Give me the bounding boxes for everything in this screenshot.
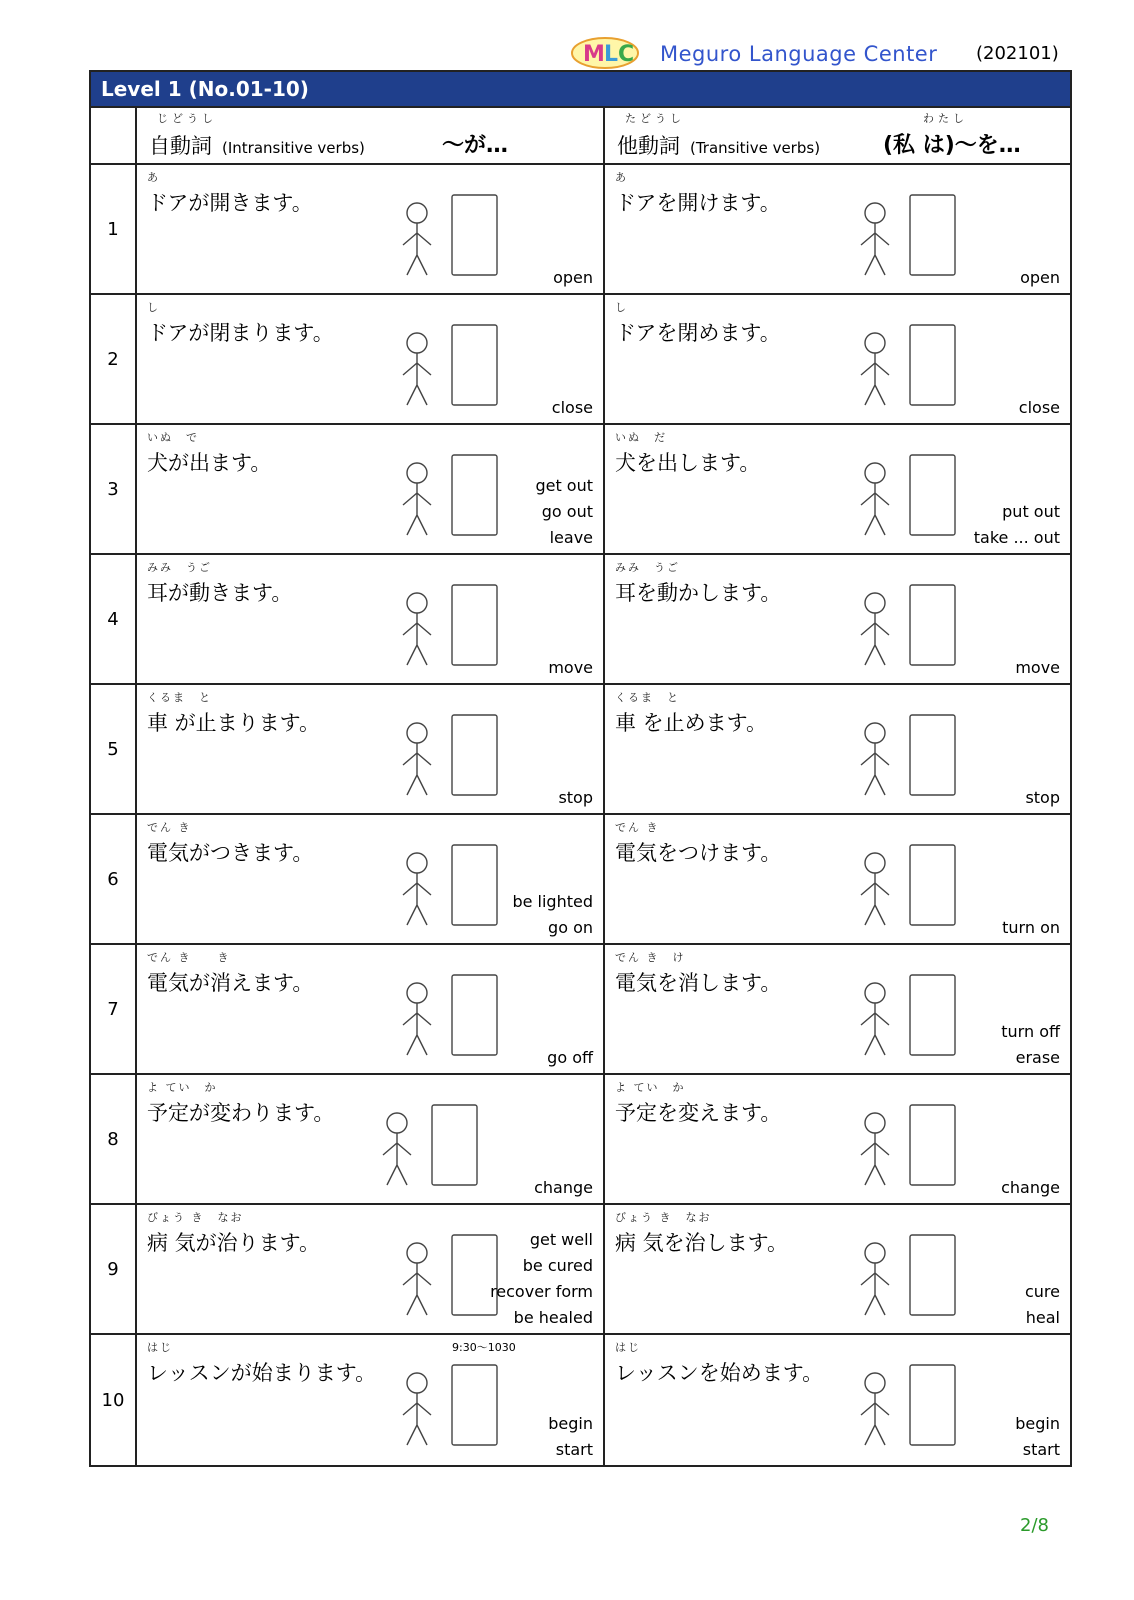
- row-number: 7: [91, 945, 137, 1073]
- intransitive-cell: [137, 815, 605, 943]
- example-sentence: 車 を止めます。: [615, 711, 767, 735]
- gloss-line: start: [1022, 1440, 1060, 1459]
- intransitive-cell: [137, 295, 605, 423]
- transitive-cell: [605, 1335, 1070, 1465]
- english-gloss: [558, 785, 593, 811]
- page-header: [570, 32, 1070, 72]
- example-sentence: 車 が止まります。: [147, 711, 320, 735]
- woman-ear-moving-illustration: [357, 565, 517, 680]
- furigana: はじ: [147, 1341, 173, 1354]
- lamp-turning-on-illustration: [357, 825, 517, 940]
- person-closing-door-illustration: [815, 305, 975, 420]
- row-number: 1: [91, 165, 137, 293]
- level-title: Level 1 (No.01-10): [91, 72, 1070, 108]
- intransitive-cell: [137, 945, 605, 1073]
- table-row: [91, 295, 1070, 425]
- column-header-row: [91, 108, 1070, 165]
- furigana: くるま と: [147, 691, 212, 704]
- intransitive-cell: [137, 685, 605, 813]
- intransitive-pattern: ～が…: [442, 133, 509, 158]
- intransitive-cell: [137, 165, 605, 293]
- automatic-door-closing-illustration: [357, 305, 517, 420]
- example-sentence: 耳を動かします。: [615, 581, 782, 605]
- gloss-line: stop: [558, 788, 593, 807]
- intransitive-cell: [137, 1075, 605, 1203]
- svg-text:L: L: [604, 42, 619, 67]
- english-gloss: [1015, 1411, 1060, 1463]
- gloss-line: move: [1015, 658, 1060, 677]
- table-row: [91, 1335, 1070, 1465]
- person-taking-dog-out-illustration: [815, 435, 975, 550]
- example-sentence: 予定を変えます。: [615, 1101, 782, 1125]
- furigana: し: [147, 301, 160, 314]
- english-gloss: [974, 499, 1060, 551]
- calendar-changing-illustration: [337, 1085, 497, 1200]
- transitive-cell: [605, 425, 1070, 553]
- furigana: はじ: [615, 1341, 641, 1354]
- example-sentence: 病 気が治ります。: [147, 1231, 320, 1255]
- english-gloss: [1025, 785, 1060, 811]
- english-gloss: [1015, 655, 1060, 681]
- cars-stopping-at-light-illustration: [357, 695, 517, 810]
- english-gloss: [553, 265, 593, 291]
- transitive-cell: [605, 165, 1070, 293]
- transitive-cell: [605, 1075, 1070, 1203]
- example-sentence: 電気を消します。: [615, 971, 782, 995]
- english-gloss: [1019, 395, 1060, 421]
- table-row: [91, 815, 1070, 945]
- furigana: くるま と: [615, 691, 680, 704]
- transitive-header: [605, 108, 1070, 163]
- person-moving-ear-illustration: [815, 565, 975, 680]
- intransitive-cell: [137, 1335, 605, 1465]
- english-gloss: [552, 395, 593, 421]
- transitive-furigana: たどうし: [625, 112, 685, 125]
- table-row: [91, 945, 1070, 1075]
- driver-stopping-car-illustration: [815, 695, 975, 810]
- lesson-beginning-illustration: [357, 1345, 517, 1460]
- intransitive-cell: [137, 425, 605, 553]
- furigana: よ てい か: [615, 1081, 686, 1094]
- english-gloss: [548, 655, 593, 681]
- example-sentence: 電気をつけます。: [615, 841, 782, 865]
- english-gloss: [490, 1227, 593, 1331]
- furigana: びょう き なお: [147, 1211, 244, 1224]
- page-number: 2/8: [1020, 1515, 1049, 1536]
- gloss-line: begin: [548, 1414, 593, 1433]
- example-sentence: レッスンが始まります。: [147, 1361, 377, 1385]
- furigana: びょう き なお: [615, 1211, 712, 1224]
- english-gloss: [535, 473, 593, 551]
- transitive-cell: [605, 295, 1070, 423]
- gloss-line: turn on: [1002, 918, 1060, 937]
- english-gloss: [534, 1175, 593, 1201]
- furigana: し: [615, 301, 628, 314]
- intransitive-header: [137, 108, 605, 163]
- table-row: [91, 1205, 1070, 1335]
- row-number: 4: [91, 555, 137, 683]
- gloss-line: be cured: [522, 1256, 593, 1275]
- mlc-logo: [570, 36, 640, 70]
- gloss-line: stop: [1025, 788, 1060, 807]
- english-gloss: [547, 1045, 593, 1071]
- transitive-cell: [605, 815, 1070, 943]
- dog-leaving-doghouse-illustration: [357, 435, 517, 550]
- gloss-line: go off: [547, 1048, 593, 1067]
- gloss-line: be lighted: [512, 892, 593, 911]
- gloss-line: heal: [1025, 1308, 1060, 1327]
- furigana: いぬ だ: [615, 431, 667, 444]
- gloss-line: move: [548, 658, 593, 677]
- furigana: あ: [615, 171, 628, 184]
- english-gloss: [1020, 265, 1060, 291]
- row-number: 5: [91, 685, 137, 813]
- gloss-line: close: [1018, 398, 1060, 417]
- row-number: 6: [91, 815, 137, 943]
- example-sentence: ドアが開きます。: [147, 191, 313, 215]
- gloss-line: change: [1001, 1178, 1060, 1197]
- example-sentence: 病 気を治します。: [615, 1231, 788, 1255]
- transitive-cell: [605, 555, 1070, 683]
- automatic-door-opening-illustration: [357, 175, 517, 290]
- gloss-line: get well: [529, 1230, 593, 1249]
- gloss-line: start: [555, 1440, 593, 1459]
- table-row: [91, 1075, 1070, 1205]
- row-number: 2: [91, 295, 137, 423]
- english-gloss: [1025, 1279, 1060, 1331]
- english-gloss: [1002, 915, 1060, 941]
- gloss-line: recover form: [490, 1282, 593, 1301]
- illustration-caption: 9:30～1030: [452, 1341, 516, 1354]
- row-number: 8: [91, 1075, 137, 1203]
- example-sentence: 電気がつきます。: [147, 841, 314, 865]
- document-code: (202101): [976, 43, 1059, 64]
- center-name: Meguro Language Center: [660, 42, 938, 66]
- row-number: 3: [91, 425, 137, 553]
- english-gloss: [512, 889, 593, 941]
- english-gloss: [548, 1411, 593, 1463]
- gloss-line: close: [551, 398, 593, 417]
- transitive-cell: [605, 685, 1070, 813]
- verb-table: [89, 70, 1072, 1467]
- furigana: でん き: [615, 821, 660, 834]
- intransitive-furigana: じどうし: [157, 112, 217, 125]
- transitive-cell: [605, 945, 1070, 1073]
- teacher-starting-lesson-illustration: [815, 1345, 975, 1460]
- number-header: [91, 108, 137, 163]
- example-sentence: 犬を出します。: [615, 451, 761, 475]
- intransitive-title: 自動詞 (Intransitive verbs): [149, 134, 365, 158]
- furigana: でん き け: [615, 951, 686, 964]
- transitive-cell: [605, 1205, 1070, 1333]
- gloss-line: put out: [1002, 502, 1060, 521]
- furigana: でん き き: [147, 951, 231, 964]
- example-sentence: 耳が動きます。: [147, 581, 293, 605]
- table-row: [91, 685, 1070, 815]
- gloss-line: open: [1020, 268, 1060, 287]
- gloss-line: leave: [549, 528, 593, 547]
- gloss-line: take ... out: [973, 528, 1060, 547]
- furigana: あ: [147, 171, 160, 184]
- table-row: [91, 165, 1070, 295]
- row-number: 10: [91, 1335, 137, 1465]
- example-sentence: 電気が消えます。: [147, 971, 314, 995]
- english-gloss: [1001, 1019, 1060, 1071]
- girl-changing-calendar-illustration: [815, 1085, 975, 1200]
- transitive-title: 他動詞 (Transitive verbs): [617, 134, 821, 158]
- table-row: [91, 425, 1070, 555]
- example-sentence: ドアを閉めます。: [615, 321, 781, 345]
- furigana: みみ うご: [147, 561, 212, 574]
- example-sentence: 予定が変わります。: [147, 1101, 335, 1125]
- english-gloss: [1001, 1175, 1060, 1201]
- example-sentence: ドアを開けます。: [615, 191, 781, 215]
- intransitive-cell: [137, 1205, 605, 1333]
- row-number: 9: [91, 1205, 137, 1333]
- intransitive-cell: [137, 555, 605, 683]
- gloss-line: cure: [1024, 1282, 1060, 1301]
- doctor-curing-illustration: [815, 1215, 975, 1330]
- girl-switching-off-illustration: [815, 955, 975, 1070]
- furigana: でん き: [147, 821, 192, 834]
- gloss-line: go out: [541, 502, 593, 521]
- gloss-line: begin: [1015, 1414, 1060, 1433]
- furigana: よ てい か: [147, 1081, 218, 1094]
- gloss-line: change: [534, 1178, 593, 1197]
- example-sentence: 犬が出ます。: [147, 451, 272, 475]
- gloss-line: be healed: [513, 1308, 593, 1327]
- lamp-turning-off-illustration: [357, 955, 517, 1070]
- furigana: いぬ で: [147, 431, 199, 444]
- pattern-furigana: わたし: [923, 112, 968, 125]
- example-sentence: レッスンを始めます。: [615, 1361, 824, 1385]
- example-sentence: ドアが閉まります。: [147, 321, 334, 345]
- gloss-line: go on: [548, 918, 593, 937]
- table-row: [91, 555, 1070, 685]
- girl-switching-on-illustration: [815, 825, 975, 940]
- svg-text:C: C: [618, 42, 635, 67]
- gloss-line: erase: [1015, 1048, 1060, 1067]
- gloss-line: turn off: [1001, 1022, 1060, 1041]
- person-opening-door-illustration: [815, 175, 975, 290]
- gloss-line: open: [553, 268, 593, 287]
- gloss-line: get out: [535, 476, 593, 495]
- svg-text:M: M: [583, 42, 605, 67]
- transitive-pattern: (私 は)～を…: [883, 133, 1021, 158]
- furigana: みみ うご: [615, 561, 680, 574]
